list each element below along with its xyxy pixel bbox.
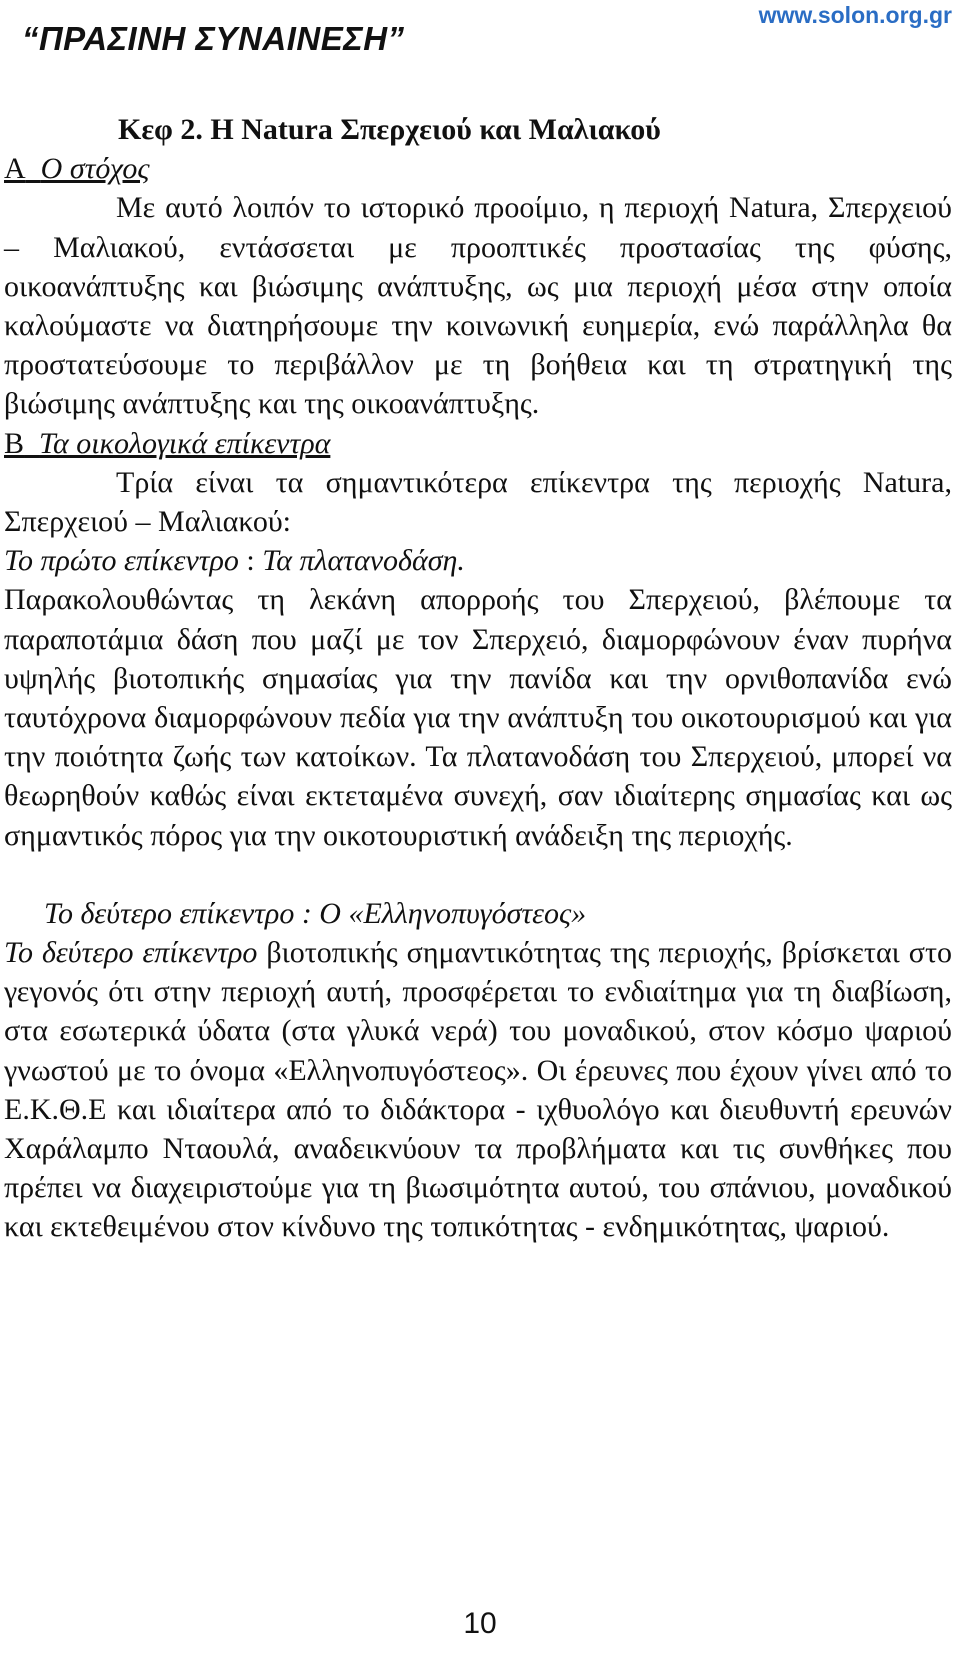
section-b-title: Τα οικολογικά επίκεντρα xyxy=(39,426,331,460)
page-content xyxy=(4,110,952,1247)
first-focus-label: Το πρώτο επίκεντρο xyxy=(4,544,239,578)
second-focus-paragraph xyxy=(4,933,952,1247)
section-a-letter: Α xyxy=(4,152,26,186)
first-focus-paragraph xyxy=(4,580,952,854)
chapter-title: Κεφ 2. Η Natura Σπερχειού και Μαλιακού xyxy=(118,113,661,146)
second-focus-text: βιοτοπικής σημαντικότητας της περιοχής, βρίσκεται στο γεγονός ότι στην περιοχή αυτή, προσφέρεται το ενδιαίτημα για τη διαβίωση, στα εσωτερικά ύδατα (στα γλυκά νερά) του μοναδικού, στον κόσμο ψαριού γνωστού με το όνομα «Ελληνοπυγόστεος». Οι έρευνες που έχουν γίνει από το Ε.Κ.Θ.Ε και ιδιαίτερα από το διδάκτορα - ιχθυολόγο και διευθυντή ερευνών Χαράλαμπο Νταουλά, αναδεικνύουν τα προβλήματα και τις συνθήκες που πρέπει να διαχειριστούμε για τη βιωσιμότητα αυτού, του σπάνιου, μοναδικού και εκτεθειμένου στον κίνδυνο της τοπικότητας - ενδημικότητας, ψαριού. xyxy=(4,936,952,1244)
intro-lines: Τρία είναι τα σημαντικότερα επίκεντρα της περιοχής Natura, Σπερχειού – Μαλιακού: xyxy=(4,465,952,539)
section-a-heading xyxy=(4,149,952,188)
paragraph-lines: Με αυτό λοιπόν το ιστορικό προοίμιο, η περιοχή Natura, Σπερχειού – Μαλιακού, εντάσσεται με προοπτικές προστασίας της φύσης, οικοανάπτυξης και βιώσιμης ανάπτυξης, ως μια περιοχή μέσα στην οποία καλούμαστε να διατηρήσουμε την κοινωνική ευημερία, ενώ παράλληλα θα προστατεύσουμε το περιβάλλον με τη βοήθεια και τη στρατηγική της βιώσιμης ανάπτυξης και της οικοανάπτυξης. xyxy=(4,191,952,421)
second-focus-label: Το δεύτερο επίκεντρο xyxy=(4,936,258,970)
page-number: 10 xyxy=(463,1607,497,1640)
first-focus-value: Τα πλατανοδάση. xyxy=(262,544,465,578)
section-b-heading xyxy=(4,424,952,463)
second-focus-heading: Το δεύτερο επίκεντρο : Ο «Ελληνοπυγόστεος» xyxy=(44,896,587,930)
section-b-intro xyxy=(4,463,952,541)
first-lines: Παρακολουθώντας τη λεκάνη απορροής του Σπερχειού, βλέπουμε τα παραποτάμια δάση που μαζί με τον Σπερχειό, διαμορφώνουν έναν πυρήνα υψηλής βιοτοπικής σημασίας για την πανίδα και την ορνιθοπανίδα ενώ ταυτόχρονα διαμορφώνουν πεδία για την ανάπτυξη του οικοτουρισμού και για την ποιότητα ζωής των κατοίκων. Τα πλατανοδάση του Σπερχειού, μπορεί να θεωρηθούν καθώς είναι εκτεταμένα συνεχή, σαν ιδιαίτερης σημασίας και ως σημαντικός πόρος για την οικοτουριστική ανάδειξη της περιοχής. xyxy=(4,583,952,852)
website-link[interactable]: www.solon.org.gr xyxy=(758,2,952,28)
section-b-letter: Β xyxy=(4,426,25,460)
section-a-title: Ο στόχος xyxy=(40,152,150,186)
blank-line xyxy=(4,855,952,894)
section-a-paragraph xyxy=(4,188,952,423)
first-focus-heading xyxy=(4,541,952,580)
first-focus-separator: : xyxy=(238,544,263,578)
document-header-title: “ΠΡΑΣΙΝΗ ΣΥΝΑΙΝΕΣΗ” xyxy=(22,20,405,57)
